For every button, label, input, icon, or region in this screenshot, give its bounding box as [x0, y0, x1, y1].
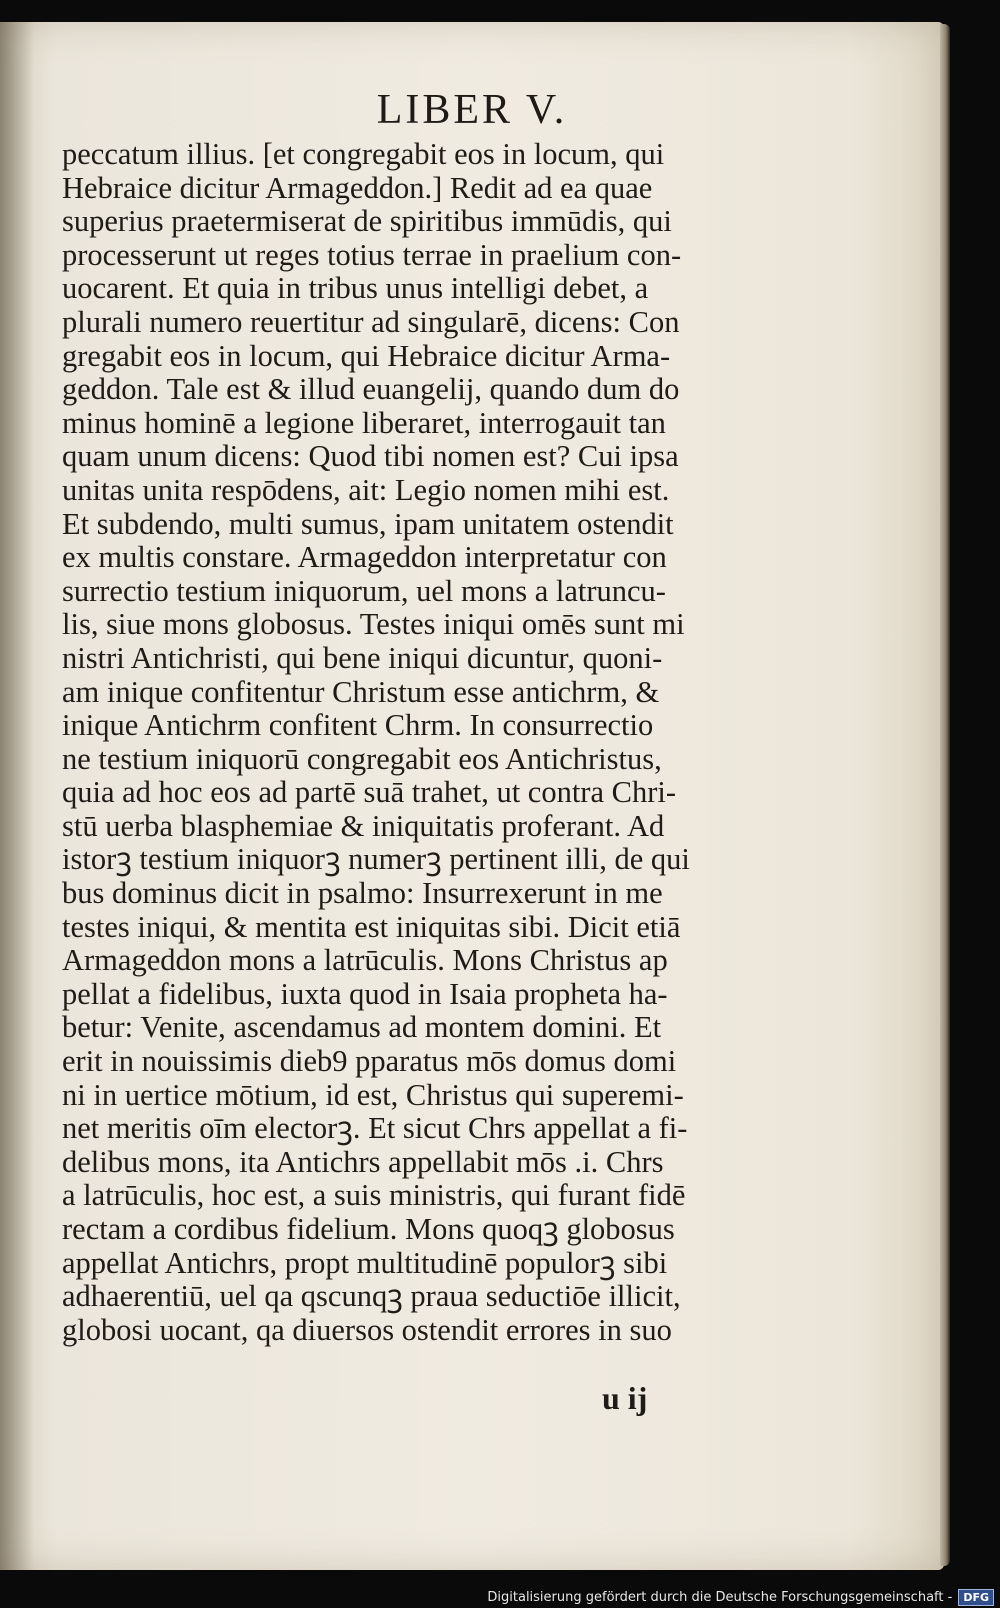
dfg-logo: DFG: [958, 1589, 994, 1606]
text-line: globosi uocant, qa diuersos ostendit errores in suo: [62, 1312, 672, 1347]
text-line: quia ad hoc eos ad partē suā trahet, ut contra Chri-: [62, 775, 677, 810]
text-line: stū uerba blasphemiae & iniquitatis proferant. Ad: [62, 808, 665, 843]
text-line: adhaerentiū, uel qa qscunqꝫ praua seductiōe illicit,: [62, 1279, 681, 1314]
text-line: unitas unita respōdens, ait: Legio nomen mihi est.: [62, 472, 670, 507]
text-line: am inique confitentur Christum esse antichrm, &: [62, 674, 660, 709]
text-line: lis, siue mons globosus. Testes iniqui omēs sunt mi: [62, 607, 685, 642]
text-line: geddon. Tale est & illud euangelij, quando dum do: [62, 372, 680, 407]
text-line: processerunt ut reges totius terrae in praelium con-: [62, 237, 682, 272]
text-line: uocarent. Et quia in tribus unus intelligi debet, a: [62, 271, 649, 306]
gutter-shadow: [0, 22, 34, 1570]
text-line: quam unum dicens: Quod tibi nomen est? Cui ipsa: [62, 439, 679, 474]
text-line: erit in nouissimis dieb9 pparatus mōs domus domi: [62, 1044, 677, 1079]
text-line: delibus mons, ita Antichrs appellabit mōs .i. Chrs: [62, 1144, 664, 1179]
text-line: ex multis constare. Armageddon interpretatur con: [62, 540, 667, 575]
text-line: plurali numero reuertitur ad singularē, dicens: Con: [62, 304, 680, 339]
text-line: superius praetermiserat de spiritibus immūdis, qui: [62, 204, 672, 239]
text-line: ni in uertice mōtium, id est, Christus qui superemi-: [62, 1077, 684, 1112]
footer-credit-text: Digitalisierung gefördert durch die Deutsche Forschungsgemeinschaft -: [487, 1590, 953, 1605]
text-line: a latrūculis, hoc est, a suis ministris, qui furant fidē: [62, 1178, 686, 1213]
text-line: ne testium iniquorū congregabit eos Antichristus,: [62, 741, 662, 776]
body-text: [62, 138, 782, 1347]
text-line: testes iniqui, & mentita est iniquitas sibi. Dicit etiā: [62, 909, 681, 944]
text-line: bus dominus dicit in psalmo: Insurrexerunt in me: [62, 876, 663, 911]
text-line: minus hominē a legione liberaret, interrogauit tan: [62, 405, 666, 440]
text-line: Et subdendo, multi sumus, ipam unitatem ostendit: [62, 506, 674, 541]
text-line: surrectio testium iniquorum, uel mons a latruncu-: [62, 573, 666, 608]
text-line: peccatum illius. [et congregabit eos in locum, qui: [62, 137, 665, 171]
text-line: rectam a cordibus fidelium. Mons quoqꝫ globosus: [62, 1212, 675, 1246]
text-line: pellat a fidelibus, iuxta quod in Isaia propheta ha-: [62, 976, 668, 1011]
signature-mark: u ij: [602, 1380, 648, 1416]
text-line: Hebraice dicitur Armageddon.] Redit ad ea quae: [62, 170, 653, 205]
text-line: gregabit eos in locum, qui Hebraice dicitur Arma-: [62, 338, 671, 373]
text-line: inique Antichrm confitent Chrm. In consurrectio: [62, 708, 654, 743]
running-header: LIBER V.: [376, 87, 568, 133]
text-line: betur: Venite, ascendamus ad montem domini. Et: [62, 1010, 662, 1045]
footer-credit: [487, 1589, 994, 1606]
text-line: Armageddon mons a latrūculis. Mons Christus ap: [62, 943, 668, 978]
text-line: nistri Antichristi, qui bene iniqui dicuntur, quoni-: [62, 640, 663, 675]
page-edge: [940, 24, 950, 1566]
text-line: net meritis oīm electorꝫ. Et sicut Chrs appellat a fi-: [62, 1111, 688, 1146]
text-line: appellat Antichrs, propt multitudinē populorꝫ sibi: [62, 1245, 668, 1280]
text-line: istorꝫ testium iniquorꝫ numerꝫ pertinent illi, de qui: [62, 842, 690, 877]
